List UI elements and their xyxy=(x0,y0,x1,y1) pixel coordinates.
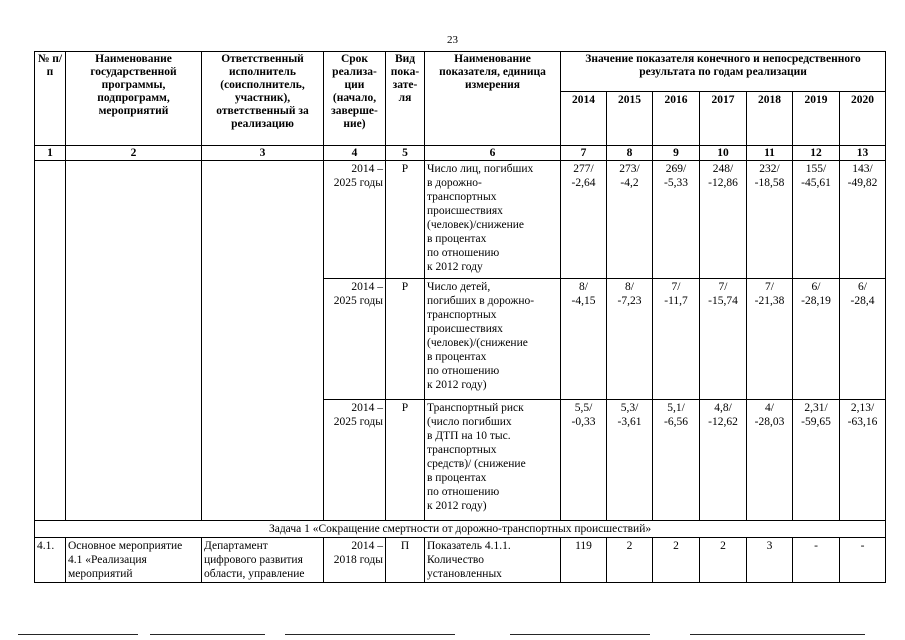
column-number: 6 xyxy=(425,146,561,161)
cell-line: -12,86 xyxy=(708,177,738,189)
header-year: 2016 xyxy=(653,92,700,146)
column-numbers-row xyxy=(35,146,886,161)
cell-line: 2014 – xyxy=(351,540,383,552)
activity-year-value-cell: - xyxy=(840,538,886,583)
header-name: Наименование государственной программы, подпрограмм, мероприятий xyxy=(66,52,202,146)
header-year: 2018 xyxy=(747,92,793,146)
executor-cell xyxy=(202,161,324,521)
indicator-name-cell xyxy=(425,279,561,400)
indicator-name-cell xyxy=(425,400,561,521)
year-value-cell xyxy=(653,161,700,279)
cell-line: 2018 годы xyxy=(333,554,383,566)
cell-line: 2014 – xyxy=(351,281,383,293)
scan-artifact-line xyxy=(18,634,138,635)
cell-line: 155/ xyxy=(805,163,827,175)
cell-line: 232/ xyxy=(759,163,780,175)
header-year: 2015 xyxy=(607,92,653,146)
scan-artifact-line xyxy=(690,634,865,635)
cell-line: 6/ xyxy=(858,281,867,293)
cell-line: 7/ xyxy=(671,281,681,293)
cell-line: -18,58 xyxy=(754,177,785,189)
cell-line: -45,61 xyxy=(801,177,831,189)
cell-line: 277/ xyxy=(573,163,594,175)
header-year: 2017 xyxy=(700,92,747,146)
period-cell xyxy=(324,400,386,521)
cell-line: -0,33 xyxy=(571,416,596,428)
cell-line: 273/ xyxy=(619,163,640,175)
cell-line: -59,65 xyxy=(801,416,831,428)
cell-line: -3,61 xyxy=(617,416,642,428)
column-number: 4 xyxy=(324,146,386,161)
activity-period-cell xyxy=(324,538,386,583)
cell-line: -4,15 xyxy=(571,295,596,307)
cell-line: происшествиях xyxy=(427,323,503,335)
task-title: Задача 1 «Сокращение смертности от дорожно-транспортных происшествий» xyxy=(35,521,886,538)
header-year: 2019 xyxy=(793,92,840,146)
cell-line: в процентах xyxy=(427,351,487,363)
cell-line: происшествиях xyxy=(427,205,503,217)
scan-artifact-line xyxy=(150,634,265,635)
column-number: 7 xyxy=(561,146,607,161)
program-name-cell xyxy=(66,161,202,521)
period-cell xyxy=(324,279,386,400)
year-value-cell xyxy=(793,400,840,521)
cell-line: 7/ xyxy=(718,281,728,293)
activity-kind-cell: П xyxy=(386,538,425,583)
year-value-cell xyxy=(747,279,793,400)
header-num: № п/п xyxy=(35,52,66,146)
year-value-cell xyxy=(607,161,653,279)
column-number: 8 xyxy=(607,146,653,161)
activity-year-value-cell: - xyxy=(793,538,840,583)
cell-line: -12,62 xyxy=(708,416,738,428)
cell-line: 8/ xyxy=(625,281,634,293)
cell-line: (число погибших xyxy=(427,416,512,428)
year-value-cell xyxy=(607,279,653,400)
cell-line: в дорожно- xyxy=(427,177,482,189)
year-value-cell xyxy=(700,161,747,279)
year-value-cell xyxy=(561,279,607,400)
header-values-title: Значение показателя конечного и непосредственного результата по годам реализации xyxy=(561,52,886,92)
column-number: 3 xyxy=(202,146,324,161)
header-period: Срок реализа-ции (начало, заверше-ние) xyxy=(324,52,386,146)
cell-line: 143/ xyxy=(852,163,873,175)
cell-line: -5,33 xyxy=(664,177,688,189)
indicator-name-cell xyxy=(425,161,561,279)
cell-line: 8/ xyxy=(579,281,588,293)
cell-line: 2025 годы xyxy=(333,295,383,307)
program-indicators-table xyxy=(34,51,886,583)
cell-line: области, управление xyxy=(204,568,305,580)
cell-line: 2025 годы xyxy=(333,416,383,428)
header-year: 2014 xyxy=(561,92,607,146)
cell-line: по отношению xyxy=(427,247,500,259)
year-value-cell xyxy=(840,400,886,521)
indicator-kind-cell: Р xyxy=(386,279,425,400)
year-value-cell xyxy=(561,400,607,521)
cell-line: 248/ xyxy=(712,163,734,175)
cell-line: -28,4 xyxy=(850,295,875,307)
task-row xyxy=(35,521,886,538)
column-number: 11 xyxy=(747,146,793,161)
activity-year-value-cell: 2 xyxy=(653,538,700,583)
cell-line: к 2012 году xyxy=(427,261,483,273)
column-number: 9 xyxy=(653,146,700,161)
cell-line: (человек)/снижение xyxy=(427,219,525,231)
activity-year-value-cell: 2 xyxy=(607,538,653,583)
cell-line: -11,7 xyxy=(664,295,688,307)
cell-line: -21,38 xyxy=(754,295,785,307)
activity-year-value-cell: 119 xyxy=(561,538,607,583)
header-executor: Ответственный исполнитель (соисполнитель, участник), ответственный за реализацию xyxy=(202,52,324,146)
cell-line: средств)/ (снижение xyxy=(427,458,526,470)
year-value-cell xyxy=(607,400,653,521)
cell-line: -63,16 xyxy=(847,416,878,428)
activity-row xyxy=(35,538,886,583)
cell-line: Количество xyxy=(427,554,484,566)
cell-line: 269/ xyxy=(665,163,687,175)
cell-line: цифрового развития xyxy=(204,554,303,566)
cell-line: 2014 – xyxy=(351,402,383,414)
header-indicator: Наименование показателя, единица измерения xyxy=(425,52,561,146)
activity-year-value-cell: 2 xyxy=(700,538,747,583)
scan-artifact-line xyxy=(285,634,455,635)
year-value-cell xyxy=(747,400,793,521)
period-cell xyxy=(324,161,386,279)
scan-artifact-line xyxy=(510,634,650,635)
cell-line: -49,82 xyxy=(847,177,878,189)
cell-line: Число детей, xyxy=(427,281,491,293)
cell-line: к 2012 году) xyxy=(427,500,487,512)
cell-line: Транспортный риск xyxy=(427,402,524,414)
cell-line: 5,3/ xyxy=(620,402,639,414)
indicator-kind-cell: Р xyxy=(386,400,425,521)
cell-line: по отношению xyxy=(427,486,500,498)
column-number: 12 xyxy=(793,146,840,161)
year-value-cell xyxy=(653,279,700,400)
cell-line: -6,56 xyxy=(664,416,688,428)
header-year: 2020 xyxy=(840,92,886,146)
cell-line: к 2012 году) xyxy=(427,379,487,391)
year-value-cell xyxy=(700,400,747,521)
cell-line: -7,23 xyxy=(617,295,642,307)
year-value-cell xyxy=(793,161,840,279)
cell-line: транспортных xyxy=(427,191,497,203)
cell-line: в процентах xyxy=(427,472,487,484)
cell-line: установленных xyxy=(427,568,502,580)
cell-line: -28,19 xyxy=(801,295,831,307)
year-value-cell xyxy=(747,161,793,279)
activity-indicator-cell xyxy=(425,538,561,583)
cell-line: 2,13/ xyxy=(850,402,875,414)
column-number: 1 xyxy=(35,146,66,161)
cell-line: Основное мероприятие xyxy=(68,540,183,552)
cell-line: 4,8/ xyxy=(714,402,732,414)
cell-line: мероприятий xyxy=(68,568,133,580)
cell-line: 7/ xyxy=(765,281,774,293)
activity-executor-cell xyxy=(202,538,324,583)
cell-line: в процентах xyxy=(427,233,487,245)
column-number: 2 xyxy=(66,146,202,161)
page-number: 23 xyxy=(447,34,458,46)
indicator-kind-cell: Р xyxy=(386,161,425,279)
cell-line: Число лиц, погибших xyxy=(427,163,534,175)
cell-line: 5,5/ xyxy=(574,402,593,414)
cell-line: -28,03 xyxy=(754,416,785,428)
activity-year-value-cell: 3 xyxy=(747,538,793,583)
year-value-cell xyxy=(653,400,700,521)
activity-name-cell xyxy=(66,538,202,583)
cell-line: 5,1/ xyxy=(667,402,685,414)
cell-line: 6/ xyxy=(811,281,821,293)
year-value-cell xyxy=(561,161,607,279)
year-value-cell xyxy=(840,161,886,279)
cell-line: 2014 – xyxy=(351,163,383,175)
header-kind: Вид пока-зате-ля xyxy=(386,52,425,146)
cell-line: -2,64 xyxy=(571,177,596,189)
row-num-cell xyxy=(35,161,66,521)
cell-line: 4/ xyxy=(765,402,774,414)
column-number: 13 xyxy=(840,146,886,161)
cell-line: в ДТП на 10 тыс. xyxy=(427,430,511,442)
cell-line: транспортных xyxy=(427,309,497,321)
indicator-row xyxy=(35,161,886,279)
cell-line: 2025 годы xyxy=(333,177,383,189)
cell-line: 2,31/ xyxy=(804,402,828,414)
cell-line: Департамент xyxy=(204,540,268,552)
cell-line: (человек)/(снижение xyxy=(427,337,528,349)
cell-line: 4.1 «Реализация xyxy=(68,554,147,566)
column-number: 10 xyxy=(700,146,747,161)
cell-line: -15,74 xyxy=(708,295,738,307)
cell-line: Показатель 4.1.1. xyxy=(427,540,511,552)
year-value-cell xyxy=(840,279,886,400)
cell-line: транспортных xyxy=(427,444,497,456)
column-number: 5 xyxy=(386,146,425,161)
year-value-cell xyxy=(700,279,747,400)
cell-line: -4,2 xyxy=(620,177,639,189)
cell-line: по отношению xyxy=(427,365,500,377)
cell-line: погибших в дорожно- xyxy=(427,295,535,307)
year-value-cell xyxy=(793,279,840,400)
activity-num-cell: 4.1. xyxy=(35,538,66,583)
header-row xyxy=(35,52,886,92)
